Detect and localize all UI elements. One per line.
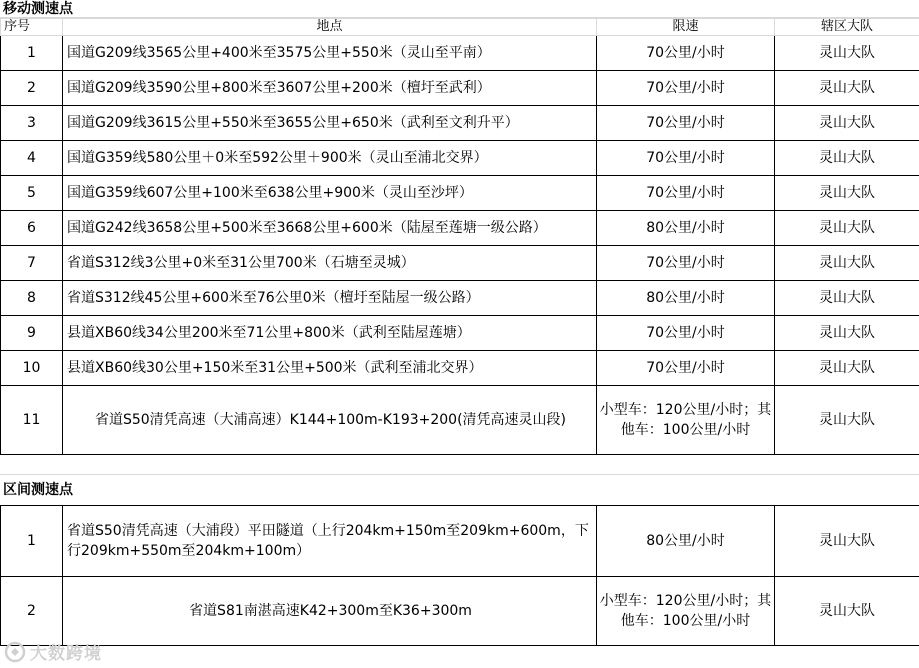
location-cell: 国道G359线580公里＋0米至592公里＋900米（灵山至浦北交界） [63,141,597,176]
table-row [1,577,919,646]
seq-cell: 1 [1,36,63,71]
interval-speed-table [0,505,919,646]
seq-cell: 2 [1,577,63,646]
seq-cell: 3 [1,106,63,141]
team-cell: 灵山大队 [775,386,919,455]
location-cell: 国道G359线607公里+100米至638公里+900米（灵山至沙坪） [63,176,597,211]
speed-limit-cell: 70公里/小时 [597,246,775,281]
speed-limit-cell: 70公里/小时 [597,141,775,176]
seq-cell: 4 [1,141,63,176]
location-cell: 国道G209线3565公里+400米至3575公里+550米（灵山至平南） [63,36,597,71]
brand-logo-icon [4,641,26,663]
team-cell: 灵山大队 [775,246,919,281]
mobile-speed-table [0,18,919,455]
team-cell: 灵山大队 [775,281,919,316]
table-row [1,176,919,211]
table-row [1,316,919,351]
speed-limit-cell: 70公里/小时 [597,106,775,141]
table-row [1,246,919,281]
location-cell: 国道G209线3615公里+550米至3655公里+650米（武利至文利升平） [63,106,597,141]
location-cell: 省道S81南湛高速K42+300m至K36+300m [63,577,597,646]
location-cell: 县道XB60线34公里200米至71公里+800米（武利至陆屋莲塘） [63,316,597,351]
table-row [1,106,919,141]
team-cell: 灵山大队 [775,106,919,141]
seq-cell: 1 [1,506,63,577]
speed-limit-cell: 70公里/小时 [597,176,775,211]
seq-cell: 8 [1,281,63,316]
location-cell: 国道G242线3658公里+500米至3668公里+600米（陆屋至莲塘一级公路） [63,211,597,246]
header-team: 辖区大队 [775,19,919,36]
speed-limit-cell: 80公里/小时 [597,281,775,316]
table-row [1,211,919,246]
team-cell: 灵山大队 [775,71,919,106]
table-header-row [1,19,919,36]
interval-section-title: 区间测速点 [3,482,73,498]
team-cell: 灵山大队 [775,141,919,176]
seq-cell: 2 [1,71,63,106]
location-cell: 县道XB60线30公里+150米至31公里+500米（武利至浦北交界） [63,351,597,386]
speed-limit-cell: 小型车：120公里/小时；其他车：100公里/小时 [597,386,775,455]
location-cell: 省道S50清凭高速（大浦段）平田隧道（上行204km+150m至209km+600m，下行209km+550m至204km+100m） [63,506,597,577]
team-cell: 灵山大队 [775,36,919,71]
speed-limit-cell: 小型车：120公里/小时；其他车：100公里/小时 [597,577,775,646]
watermark-text: 大数跨境 [30,644,102,664]
table-row [1,71,919,106]
header-seq: 序号 [1,19,63,36]
table-row [1,386,919,455]
speed-limit-cell: 70公里/小时 [597,351,775,386]
team-cell: 灵山大队 [775,351,919,386]
table-row [1,36,919,71]
speed-limit-cell: 70公里/小时 [597,36,775,71]
speed-limit-cell: 70公里/小时 [597,316,775,351]
header-speed: 限速 [597,19,775,36]
seq-cell: 7 [1,246,63,281]
seq-cell: 11 [1,386,63,455]
seq-cell: 5 [1,176,63,211]
seq-cell: 6 [1,211,63,246]
seq-cell: 9 [1,316,63,351]
section-gap [0,455,919,475]
table-row [1,281,919,316]
table-row [1,141,919,176]
table-row [1,506,919,577]
location-cell: 省道S50清凭高速（大浦高速）K144+100m-K193+200(清凭高速灵山段) [63,386,597,455]
team-cell: 灵山大队 [775,316,919,351]
team-cell: 灵山大队 [775,577,919,646]
speed-limit-cell: 80公里/小时 [597,506,775,577]
team-cell: 灵山大队 [775,211,919,246]
speed-limit-cell: 70公里/小时 [597,71,775,106]
mobile-section-title: 移动测速点 [0,0,919,18]
seq-cell: 10 [1,351,63,386]
team-cell: 灵山大队 [775,176,919,211]
watermark [4,639,102,664]
location-cell: 国道G209线3590公里+800米至3607公里+200米（檀圩至武利） [63,71,597,106]
location-cell: 省道S312线3公里+0米至31公里700米（石塘至灵城） [63,246,597,281]
table-row [1,351,919,386]
header-location: 地点 [63,19,597,36]
location-cell: 省道S312线45公里+600米至76公里0米（檀圩至陆屋一级公路） [63,281,597,316]
speed-limit-cell: 80公里/小时 [597,211,775,246]
team-cell: 灵山大队 [775,506,919,577]
